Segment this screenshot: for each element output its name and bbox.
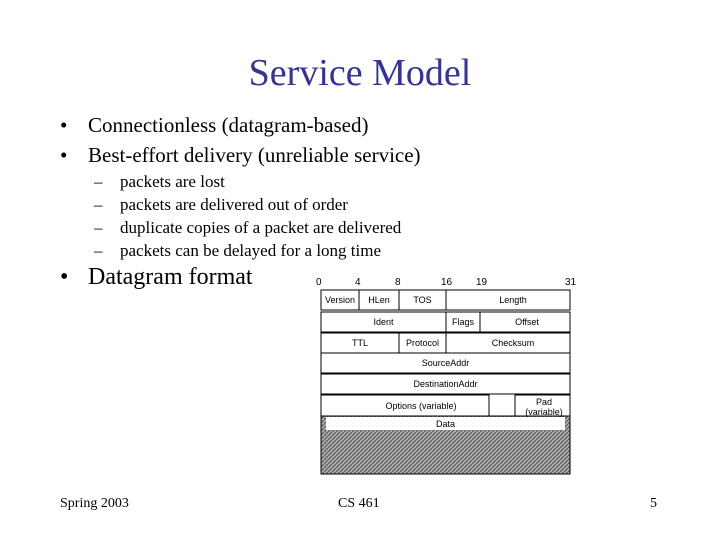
label-source-addr: SourceAddr [421,358,470,368]
label-length: Length [499,295,527,305]
bullet-symbol: • [60,113,68,137]
footer-center: CS 461 [338,496,380,511]
bit-label-4: 4 [355,277,361,288]
label-ident: Ident [373,317,394,327]
bit-label-31: 31 [565,277,577,288]
bullet-text: Datagram format [88,264,253,290]
label-destination-addr: DestinationAddr [413,379,478,389]
label-tos: TOS [413,295,432,305]
footer-page-number: 5 [650,496,657,511]
bullet-symbol: • [60,143,68,167]
label-offset: Offset [515,317,539,327]
label-checksum: Checksum [491,338,535,348]
sub-bullet-text: duplicate copies of a packet are delivered [120,218,402,237]
label-protocol: Protocol [405,338,440,348]
dash-symbol: – [94,172,103,191]
bit-label-16: 16 [441,277,453,288]
slide-title: Service Model [248,52,472,94]
label-hlen: HLen [368,295,390,305]
label-data: Data [435,419,455,429]
label-flags: Flags [451,317,474,327]
footer-left: Spring 2003 [60,496,129,511]
bullet-text: Connectionless (datagram-based) [88,113,369,137]
dash-symbol: – [94,218,103,237]
bullet-symbol: • [60,264,69,290]
label-version: Version [324,295,356,305]
sub-bullet-text: packets are lost [120,172,225,191]
bit-label-8: 8 [395,277,401,288]
dash-symbol: – [94,195,103,214]
label-ttl: TTL [351,338,368,348]
label-pad: Pad (variable) [525,397,563,417]
bullet-text: Best-effort delivery (unreliable service) [88,143,421,167]
dash-symbol: – [94,241,103,260]
sub-bullet-text: packets are delivered out of order [120,195,348,214]
sub-bullet-text: packets can be delayed for a long time [120,241,382,260]
bit-label-19: 19 [476,277,488,288]
bit-label-0: 0 [316,277,322,288]
label-options: Options (variable) [385,401,457,411]
